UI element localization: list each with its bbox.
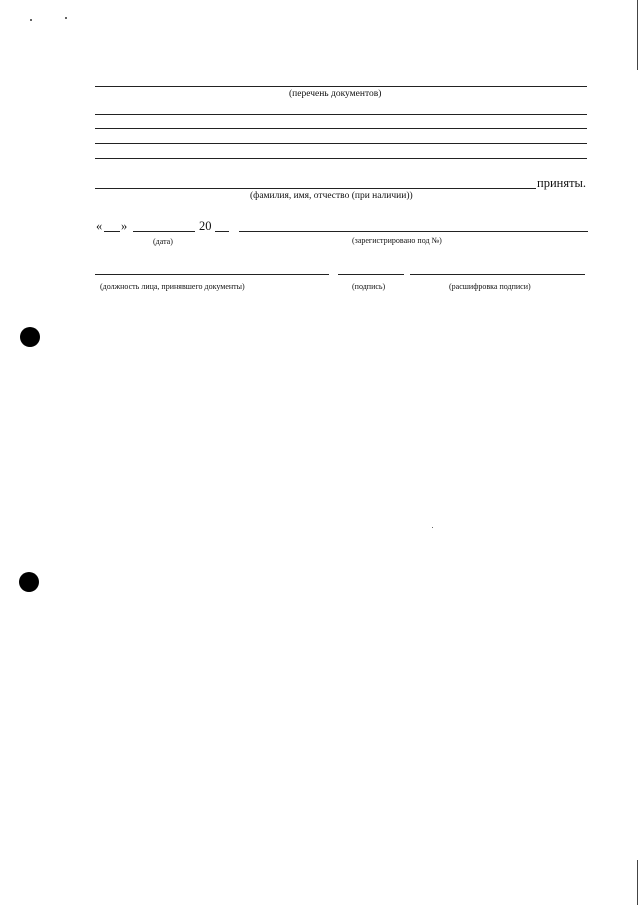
documents-line-2 (95, 114, 587, 115)
date-quote-open: « (96, 219, 103, 233)
date-month-line (133, 231, 195, 232)
signature-caption: (подпись) (352, 282, 386, 291)
date-quote-close: » (121, 219, 128, 233)
registration-number-line (239, 231, 588, 232)
signature-line (338, 274, 404, 275)
name-line (95, 188, 536, 189)
date-day-line (104, 231, 120, 232)
scan-speck (432, 527, 433, 528)
documents-caption: (перечень документов) (289, 89, 382, 99)
name-caption: (фамилия, имя, отчество (при наличии)) (250, 191, 413, 201)
punch-hole-bottom (19, 572, 39, 592)
date-year-prefix: 20 (199, 219, 212, 233)
registered-caption: (зарегистрировано под №) (352, 236, 442, 245)
documents-line-5 (95, 158, 587, 159)
punch-hole-top (20, 327, 40, 347)
date-caption: (дата) (153, 237, 173, 246)
documents-line-3 (95, 128, 587, 129)
date-year-line (215, 231, 229, 232)
scan-speck (65, 17, 67, 19)
scan-speck (30, 19, 32, 21)
signature-decoding-line (410, 274, 585, 275)
documents-line-1 (95, 86, 587, 87)
accepted-word: приняты. (537, 176, 587, 190)
position-caption: (должность лица, принявшего документы) (100, 282, 245, 291)
page-edge-line (637, 860, 638, 905)
signature-decoding-caption: (расшифровка подписи) (449, 282, 531, 291)
position-line (95, 274, 329, 275)
documents-line-4 (95, 143, 587, 144)
page-edge-line (637, 0, 638, 70)
